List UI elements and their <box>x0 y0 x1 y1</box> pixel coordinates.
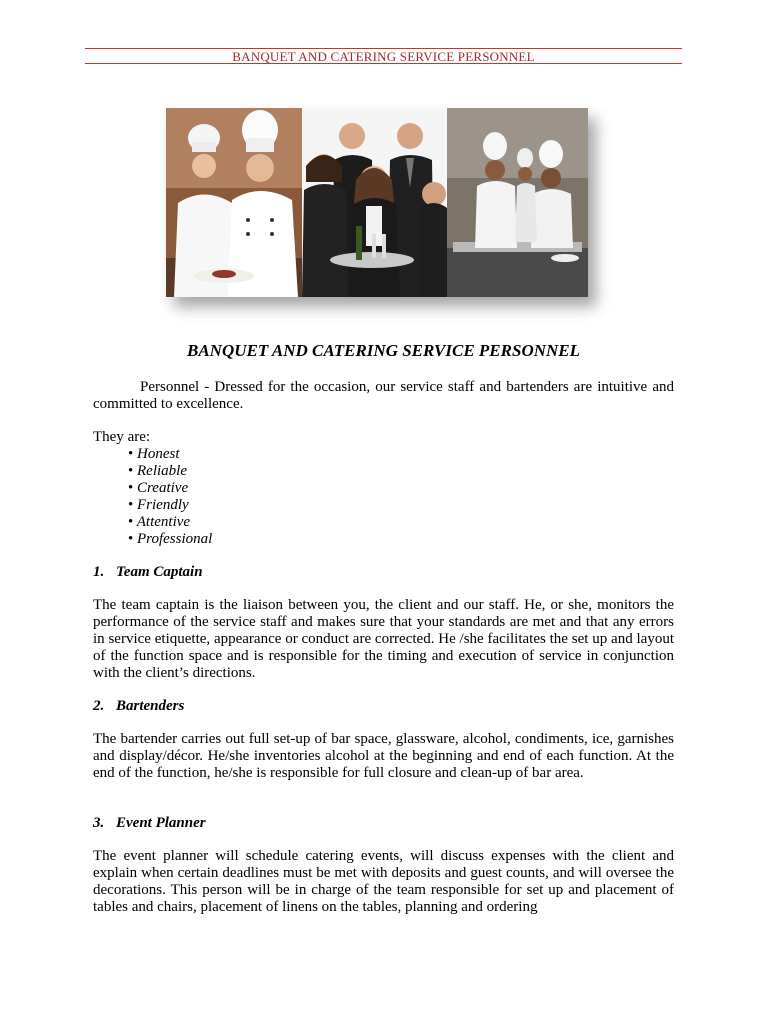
list-item: • Professional <box>128 531 213 547</box>
intro-paragraph: Personnel - Dressed for the occasion, our service staff and bartenders are intuitive and committed to excellence. <box>93 379 674 412</box>
section-body-bartenders: The bartender carries out full set-up of bar space, glassware, alcohol, condiments, ice, garnishes and display/décor. He/she inventories alcohol at the beginning and end of each function. At the end of the function, he/she is responsible for full closure and clean-up of bar area. <box>93 731 674 781</box>
section-heading-event-planner: 3. Event Planner <box>93 815 206 831</box>
document-body <box>93 379 674 916</box>
list-item: • Creative <box>128 480 189 496</box>
header-rule-bottom <box>85 63 682 64</box>
list-item: • Reliable <box>128 463 187 479</box>
kitchen-chefs-photo <box>447 108 588 297</box>
section-heading-bartenders: 2. Bartenders <box>93 698 185 714</box>
list-item: • Attentive <box>128 514 191 530</box>
section-body-team-captain: The team captain is the liaison between you, the client and our staff. He, or she, monitors the performance of the service staff and makes sure that your standards are met and that any errors in service etiquette, appearance or conduct are corrected. He /she facilitates the set up and layout of the function space and is responsible for the timing and execution of service in conjunction with the client’s directions. <box>93 597 674 681</box>
document-title: BANQUET AND CATERING SERVICE PERSONNEL <box>187 341 580 360</box>
running-header: BANQUET AND CATERING SERVICE PERSONNEL <box>232 49 535 64</box>
section-heading-team-captain: 1. Team Captain <box>93 564 203 580</box>
section-body-event-planner: The event planner will schedule catering events, will discuss expenses with the client and explain when certain deadlines must be met with deposits and guest counts, and will oversee the decorations. This person will be in charge of the team responsible for set up and placement of tables and chairs, placement of linens on the tables, planning and ordering <box>93 848 674 915</box>
chefs-plating-photo <box>166 108 302 297</box>
traits-list <box>93 446 674 548</box>
list-item: • Honest <box>128 446 180 462</box>
list-item: • Friendly <box>128 497 189 513</box>
hero-image <box>166 108 588 297</box>
service-staff-photo <box>302 108 447 297</box>
they-are-label: They are: <box>93 429 151 445</box>
